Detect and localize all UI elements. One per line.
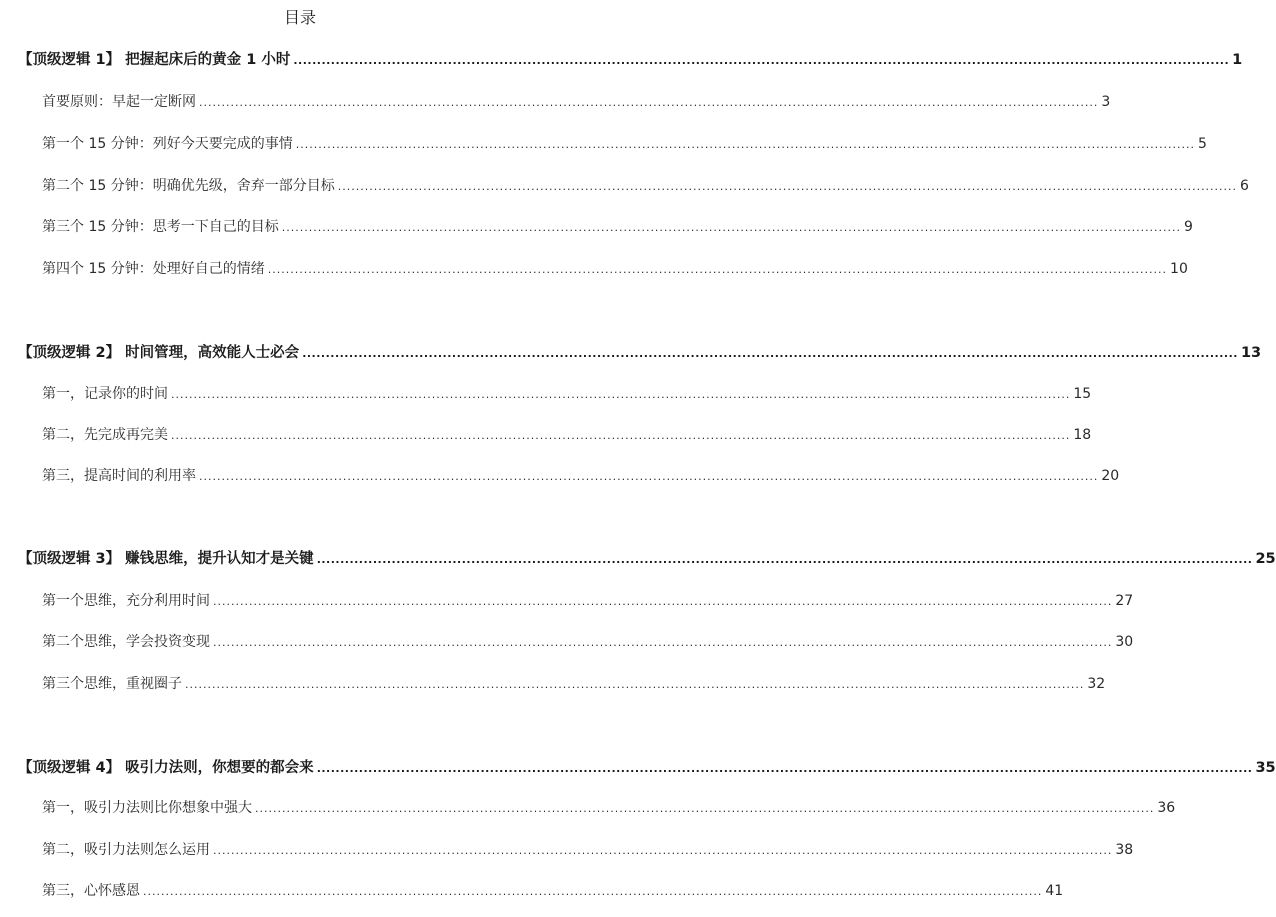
dot-leader: ........................................................................................................................................................................................................ bbox=[143, 885, 1043, 898]
page-number: 32 bbox=[1087, 676, 1106, 692]
chapter-title: 【顶级逻辑 3】 赚钱思维，提升认知才是关键 bbox=[18, 551, 314, 567]
dot-leader: ........................................................................................................................................................................................................ bbox=[213, 636, 1113, 649]
toc-section[interactable] bbox=[0, 673, 1106, 695]
toc-section[interactable] bbox=[0, 383, 1092, 405]
dot-leader: ........................................................................................................................................................................................................ bbox=[255, 802, 1155, 815]
section-title: 第三，心怀感恩 bbox=[42, 883, 140, 899]
dot-leader: ........................................................................................................................................................................................................ bbox=[267, 263, 1168, 276]
page-number: 41 bbox=[1045, 883, 1064, 899]
toc-section[interactable] bbox=[0, 590, 1134, 612]
dot-leader: ........................................................................................................................................................................................................ bbox=[213, 595, 1113, 608]
toc-section[interactable] bbox=[0, 839, 1134, 861]
page-number: 6 bbox=[1240, 178, 1249, 194]
dot-leader: ........................................................................................................................................................................................................ bbox=[316, 553, 1253, 566]
toc-section[interactable] bbox=[0, 465, 1120, 487]
page-number: 5 bbox=[1198, 136, 1207, 152]
toc-chapter-3[interactable] bbox=[0, 548, 1276, 570]
dot-leader: ........................................................................................................................................................................................................ bbox=[316, 762, 1253, 775]
toc-chapter-4[interactable] bbox=[0, 757, 1276, 779]
page-number: 3 bbox=[1101, 94, 1111, 110]
chapter-title: 【顶级逻辑 4】 吸引力法则，你想要的都会来 bbox=[18, 760, 314, 776]
section-title: 第二个思维，学会投资变现 bbox=[42, 634, 210, 650]
toc-section[interactable] bbox=[0, 631, 1134, 653]
toc-section[interactable] bbox=[0, 424, 1092, 446]
section-title: 第三，提高时间的利用率 bbox=[42, 468, 196, 484]
dot-leader: ........................................................................................................................................................................................................ bbox=[171, 388, 1071, 401]
section-title: 第一，吸引力法则比你想象中强大 bbox=[42, 800, 252, 816]
toc-title: 目录 bbox=[283, 8, 316, 27]
dot-leader: ........................................................................................................................................................................................................ bbox=[199, 96, 1099, 109]
page-number: 9 bbox=[1184, 219, 1193, 235]
section-title: 第一个思维，充分利用时间 bbox=[42, 593, 210, 609]
page-number: 13 bbox=[1240, 345, 1262, 361]
page-number: 36 bbox=[1157, 800, 1176, 816]
page-number: 25 bbox=[1255, 551, 1276, 567]
toc-section[interactable] bbox=[0, 91, 1111, 113]
section-title: 第一，记录你的时间 bbox=[42, 386, 168, 402]
dot-leader: ........................................................................................................................................................................................................ bbox=[213, 844, 1113, 857]
page-number: 18 bbox=[1073, 427, 1092, 443]
section-title: 第四个 15 分钟：处理好自己的情绪 bbox=[42, 261, 265, 277]
toc-chapter-2[interactable] bbox=[0, 342, 1262, 364]
dot-leader: ........................................................................................................................................................................................................ bbox=[199, 470, 1099, 483]
section-title: 第二个 15 分钟：明确优先级，舍弃一部分目标 bbox=[42, 178, 335, 194]
toc-section[interactable] bbox=[0, 797, 1176, 819]
page-number: 1 bbox=[1232, 52, 1243, 68]
page-number: 30 bbox=[1115, 634, 1134, 650]
dot-leader: ........................................................................................................................................................................................................ bbox=[337, 180, 1238, 193]
chapter-title: 【顶级逻辑 1】 把握起床后的黄金 1 小时 bbox=[18, 52, 291, 68]
toc-section[interactable] bbox=[0, 880, 1064, 902]
page-number: 10 bbox=[1170, 261, 1188, 277]
section-title: 第三个思维，重视圈子 bbox=[42, 676, 182, 692]
toc-section[interactable] bbox=[0, 216, 1193, 238]
dot-leader: ........................................................................................................................................................................................................ bbox=[185, 678, 1085, 691]
dot-leader: ........................................................................................................................................................................................................ bbox=[281, 221, 1182, 234]
toc-section[interactable] bbox=[0, 133, 1207, 155]
page-number: 15 bbox=[1073, 386, 1092, 402]
page-number: 38 bbox=[1115, 842, 1134, 858]
toc-chapter-1[interactable] bbox=[0, 49, 1243, 71]
chapter-title: 【顶级逻辑 2】 时间管理，高效能人士必会 bbox=[18, 345, 300, 361]
section-title: 第二，先完成再完美 bbox=[42, 427, 168, 443]
section-title: 第一个 15 分钟：列好今天要完成的事情 bbox=[42, 136, 293, 152]
page-number: 20 bbox=[1101, 468, 1120, 484]
dot-leader: ........................................................................................................................................................................................................ bbox=[171, 429, 1071, 442]
section-title: 第二，吸引力法则怎么运用 bbox=[42, 842, 210, 858]
dot-leader: ........................................................................................................................................................................................................ bbox=[293, 54, 1230, 67]
toc-section[interactable] bbox=[0, 258, 1188, 280]
dot-leader: ........................................................................................................................................................................................................ bbox=[302, 347, 1238, 360]
dot-leader: ........................................................................................................................................................................................................ bbox=[295, 138, 1196, 151]
page-number: 35 bbox=[1255, 760, 1276, 776]
page-number: 27 bbox=[1115, 593, 1134, 609]
toc-section[interactable] bbox=[0, 175, 1249, 197]
section-title: 第三个 15 分钟：思考一下自己的目标 bbox=[42, 219, 279, 235]
section-title: 首要原则：早起一定断网 bbox=[42, 94, 196, 110]
